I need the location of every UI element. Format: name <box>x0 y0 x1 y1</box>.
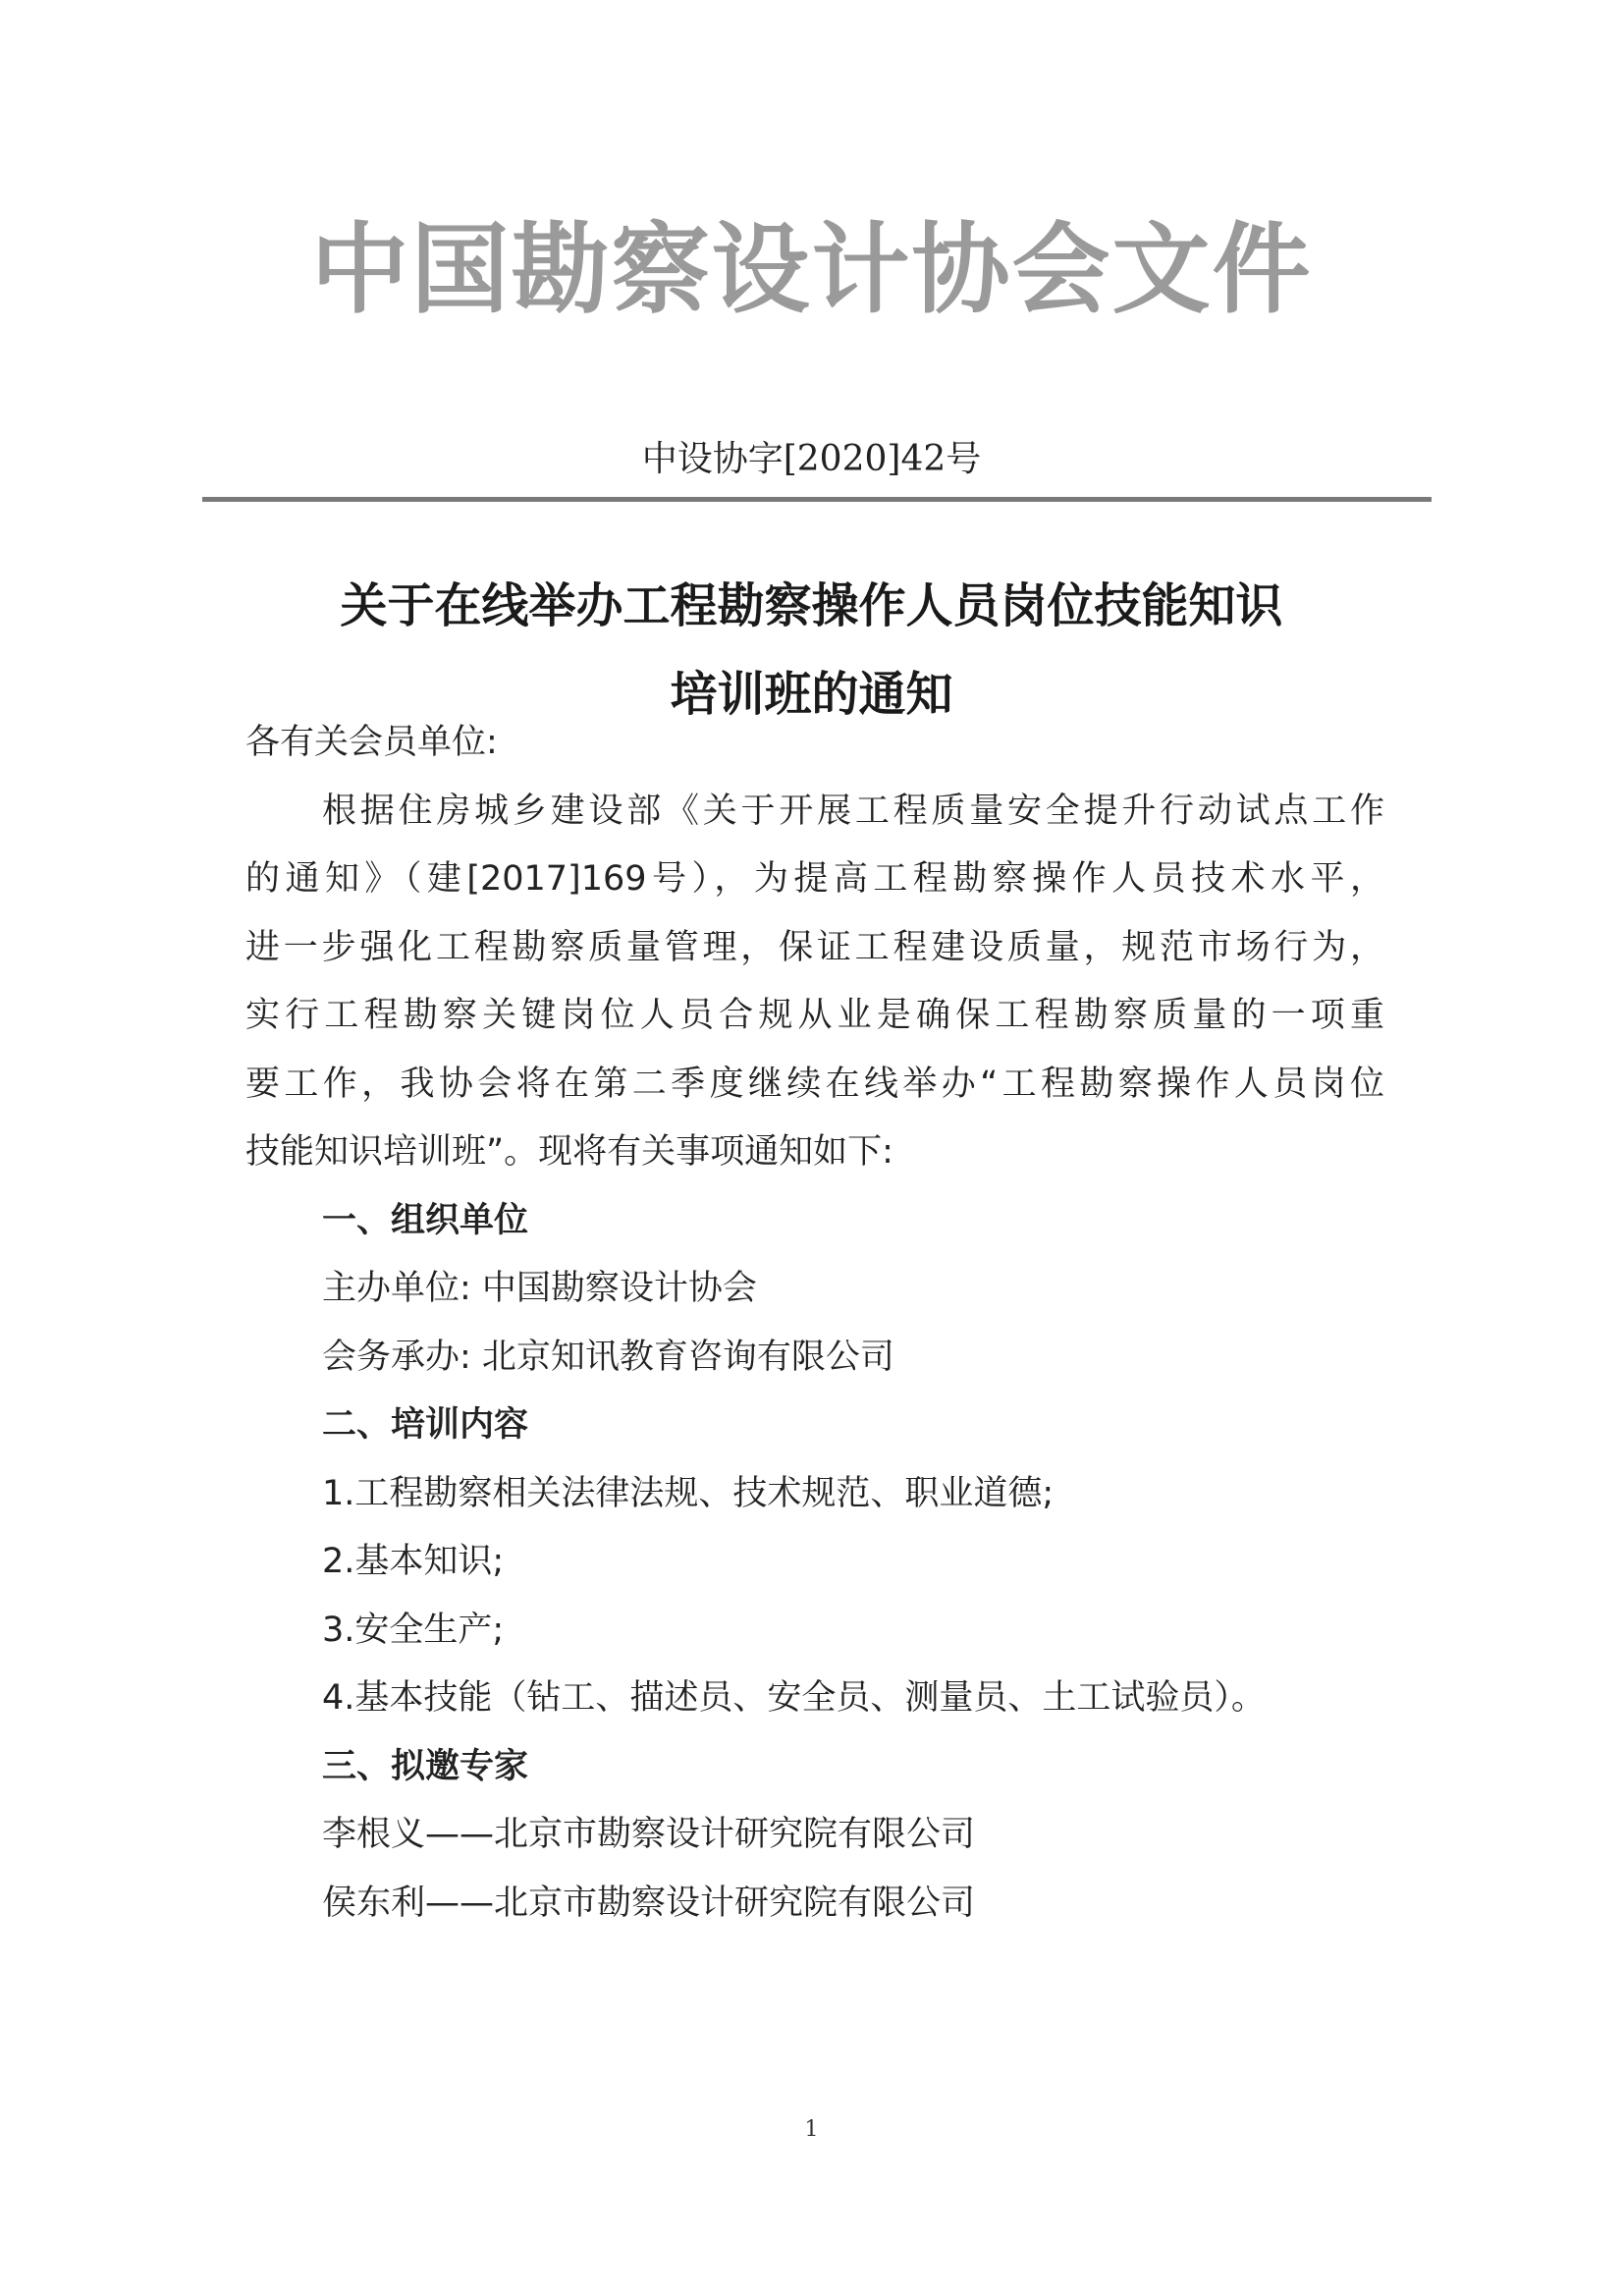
page-number: 1 <box>804 2117 819 2142</box>
intro-line: 要工作，我协会将在第二季度继续在线举办“工程勘察操作人员岗位 <box>245 1064 1384 1104</box>
list-item: 2.基本知识; <box>322 1542 505 1581</box>
salutation: 各有关会员单位: <box>245 723 498 762</box>
intro-line: 的通知》（建[2017]169号），为提高工程勘察操作人员技术水平， <box>245 859 1384 899</box>
list-item: 李根义——北京市勘察设计研究院有限公司 <box>322 1815 976 1854</box>
document-body <box>245 709 1384 1938</box>
intro-line: 进一步强化工程勘察质量管理，保证工程建设质量，规范市场行为， <box>245 927 1384 967</box>
masthead: 中国勘察设计协会文件 <box>310 212 1313 327</box>
list-item: 会务承办: 北京知讯教育咨询有限公司 <box>322 1337 894 1377</box>
list-item: 主办单位: 中国勘察设计协会 <box>322 1269 757 1308</box>
title-line-2: 培训班的通知 <box>670 667 953 722</box>
header-divider <box>202 497 1432 502</box>
list-item: 3.安全生产; <box>322 1610 505 1650</box>
section-heading-organizers: 一、组织单位 <box>322 1200 529 1240</box>
list-item: 4.基本技能（钻工、描述员、安全员、测量员、土工试验员）。 <box>322 1678 1266 1718</box>
document-number: 中设协字[2020]42号 <box>641 439 982 479</box>
intro-line: 根据住房城乡建设部《关于开展工程质量安全提升行动试点工作 <box>322 791 1384 831</box>
section-heading-content: 二、培训内容 <box>322 1405 529 1445</box>
intro-line: 技能知识培训班”。现将有关事项通知如下: <box>245 1132 893 1172</box>
intro-paragraph <box>245 778 1384 1187</box>
section-heading-experts: 三、拟邀专家 <box>322 1746 529 1786</box>
title-line-1: 关于在线举办工程勘察操作人员岗位技能知识 <box>340 578 1283 633</box>
list-item: 侯东利——北京市勘察设计研究院有限公司 <box>322 1883 976 1923</box>
list-item: 1.工程勘察相关法律法规、技术规范、职业道德; <box>322 1473 1055 1513</box>
intro-line: 实行工程勘察关键岗位人员合规从业是确保工程勘察质量的一项重 <box>245 996 1384 1035</box>
